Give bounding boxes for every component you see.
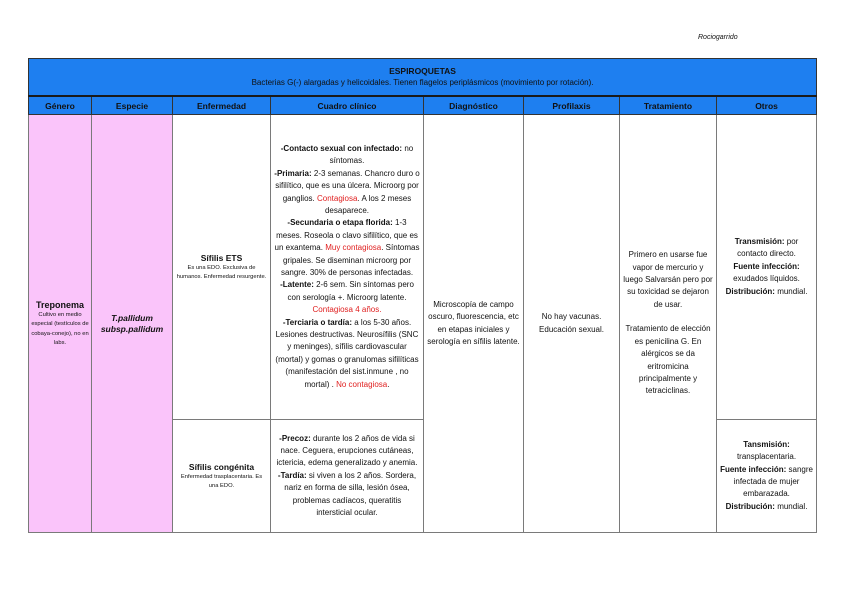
clinical-tertiary-label: -Terciaria o tardía:	[282, 317, 353, 327]
clinical-tertiary-text: a los 5-30 años. Lesiones destructivas. Neurosífilis (SNC y meninges), sífilis cardiovascular (mortal) y gomas o granulomas sifilíticas (manifestación del sist.inmune , no mortal) .	[275, 317, 419, 389]
author-signature: Rociogarrido	[698, 34, 738, 41]
treatment-history: Primero en usarse fue vapor de mercurio y luego Salvarsán pero por su toxicidad se dejaron de usar.	[623, 250, 713, 309]
header-especie: Especie	[92, 96, 173, 115]
disease-congenital-cell	[173, 420, 271, 533]
spirochetes-table	[28, 58, 817, 533]
clinical-late-label: -Tardía:	[277, 470, 307, 480]
header-tratamiento: Tratamiento	[620, 96, 717, 115]
treatment-cell	[620, 115, 717, 533]
genus-note: Cultivo en medio especial (testículos de cobaya-conejo), no en labs.	[31, 311, 89, 346]
diagnosis-cell	[424, 115, 524, 533]
header-otros: Otros	[717, 96, 817, 115]
others-congenital-transmission-label: Tansmisión:	[743, 439, 790, 449]
table-banner	[29, 59, 817, 97]
disease-ets-note: Es una EDO. Exclusiva de humanos. Enfermedad resurgente.	[176, 264, 267, 280]
species-subspecies: subsp.pallidum	[100, 323, 164, 334]
genus-cell	[29, 115, 92, 533]
disease-congenital-title: Sífilis congénita	[188, 461, 255, 472]
others-ets-cell	[717, 115, 817, 420]
prophylaxis-text: No hay vacunas. Educación sexual.	[539, 312, 604, 334]
banner-subtitle: Bacterias G(-) alargadas y helicoidales. Tienen flagelos periplásmicos (movimiento por rotación).	[251, 78, 594, 87]
clinical-secondary-text: 1-3 meses. Roseola o clavo sifilítico, que es un exantema.	[274, 218, 418, 253]
others-congenital-cell	[717, 420, 817, 533]
clinical-secondary-contagious: Muy contagiosa	[325, 243, 382, 253]
clinical-contact-label: -Contacto sexual con infectado:	[280, 143, 403, 153]
prophylaxis-cell	[524, 115, 620, 533]
clinical-congenital-cell	[271, 420, 424, 533]
species-name: T.pallidum	[111, 312, 153, 323]
banner-title: ESPIROQUETAS	[389, 66, 456, 76]
others-ets-distribution-text: mundial.	[774, 286, 808, 296]
species-cell	[92, 115, 173, 533]
header-cuadro-clinico: Cuadro clínico	[271, 96, 424, 115]
clinical-primary-text: 2-3 semanas. Chancro duro o sifilítico, que es una úlcera. Microorg por ganglios.	[275, 168, 420, 203]
genus-name: Treponema	[35, 299, 84, 310]
others-congenital-distribution-text: mundial.	[774, 501, 808, 511]
clinical-secondary-label: -Secundaria o etapa florida:	[287, 218, 393, 228]
treatment-choice: Tratamiento de elección es penicilina G. En alérgicos se da eritromicina principalmente y tetraciclinas.	[625, 324, 711, 396]
clinical-late-text: si viven a los 2 años. Sordera, nariz en forma de silla, lesión ósea, problemas cadíacos, queratitis intersticial ocular.	[284, 470, 417, 518]
disease-congenital-note: Enfermedad trasplacentaria. Es una EDO.	[180, 473, 263, 489]
others-ets-transmission-text: por contacto directo.	[737, 236, 799, 259]
clinical-primary-label: -Primaria:	[274, 168, 312, 178]
others-ets-distribution-label: Distribución:	[725, 286, 775, 296]
clinical-early-text: durante los 2 años de vida si nace. Ceguera, erupciones cutáneas, ictericia, edema generalizado y anemia.	[276, 433, 418, 468]
clinical-ets-cell	[271, 115, 424, 420]
others-ets-transmission-label: Transmisión:	[734, 236, 785, 246]
clinical-latent-label: -Latente:	[280, 280, 314, 290]
header-diagnostico: Diagnóstico	[424, 96, 524, 115]
clinical-early-label: -Precoz:	[279, 433, 311, 443]
clinical-secondary-tail: . Síntomas gripales. Se diseminan microorg por sangre. 30% de personas infectadas.	[280, 243, 420, 277]
clinical-contact-text: no síntomas.	[329, 143, 414, 166]
others-ets-source-label: Fuente infección:	[733, 261, 800, 271]
disease-ets-title: Sífilis ETS	[200, 252, 243, 263]
others-ets-source-text: exudados líquidos.	[733, 274, 800, 284]
others-congenital-distribution-label: Distribución:	[725, 501, 775, 511]
clinical-latent-text: 2-6 sem. Sin síntomas pero con serología +. Microorg latente.	[287, 280, 414, 302]
table-row	[29, 115, 817, 420]
clinical-latent-contagious: Contagiosa 4 años.	[312, 305, 382, 315]
header-enfermedad: Enfermedad	[173, 96, 271, 115]
diagnosis-text: Microscopía de campo oscuro, fluorescencia, etc en etapas iniciales y serología en sífilis latente.	[427, 299, 520, 346]
others-congenital-transmission-text: transplacentaria.	[736, 452, 797, 462]
others-congenital-source-label: Fuente infección:	[720, 464, 787, 474]
clinical-tertiary-tail: .	[387, 379, 390, 389]
header-row	[29, 96, 817, 115]
header-genero: Género	[29, 96, 92, 115]
disease-ets-cell	[173, 115, 271, 420]
clinical-primary-contagious: Contagiosa	[316, 193, 358, 203]
clinical-tertiary-contagious: No contagiosa	[336, 379, 388, 389]
others-congenital-source-text: sangre infectada de mujer embarazada.	[733, 464, 813, 499]
header-profilaxis: Profilaxis	[524, 96, 620, 115]
clinical-primary-tail: . A los 2 meses desaparece.	[324, 193, 412, 215]
